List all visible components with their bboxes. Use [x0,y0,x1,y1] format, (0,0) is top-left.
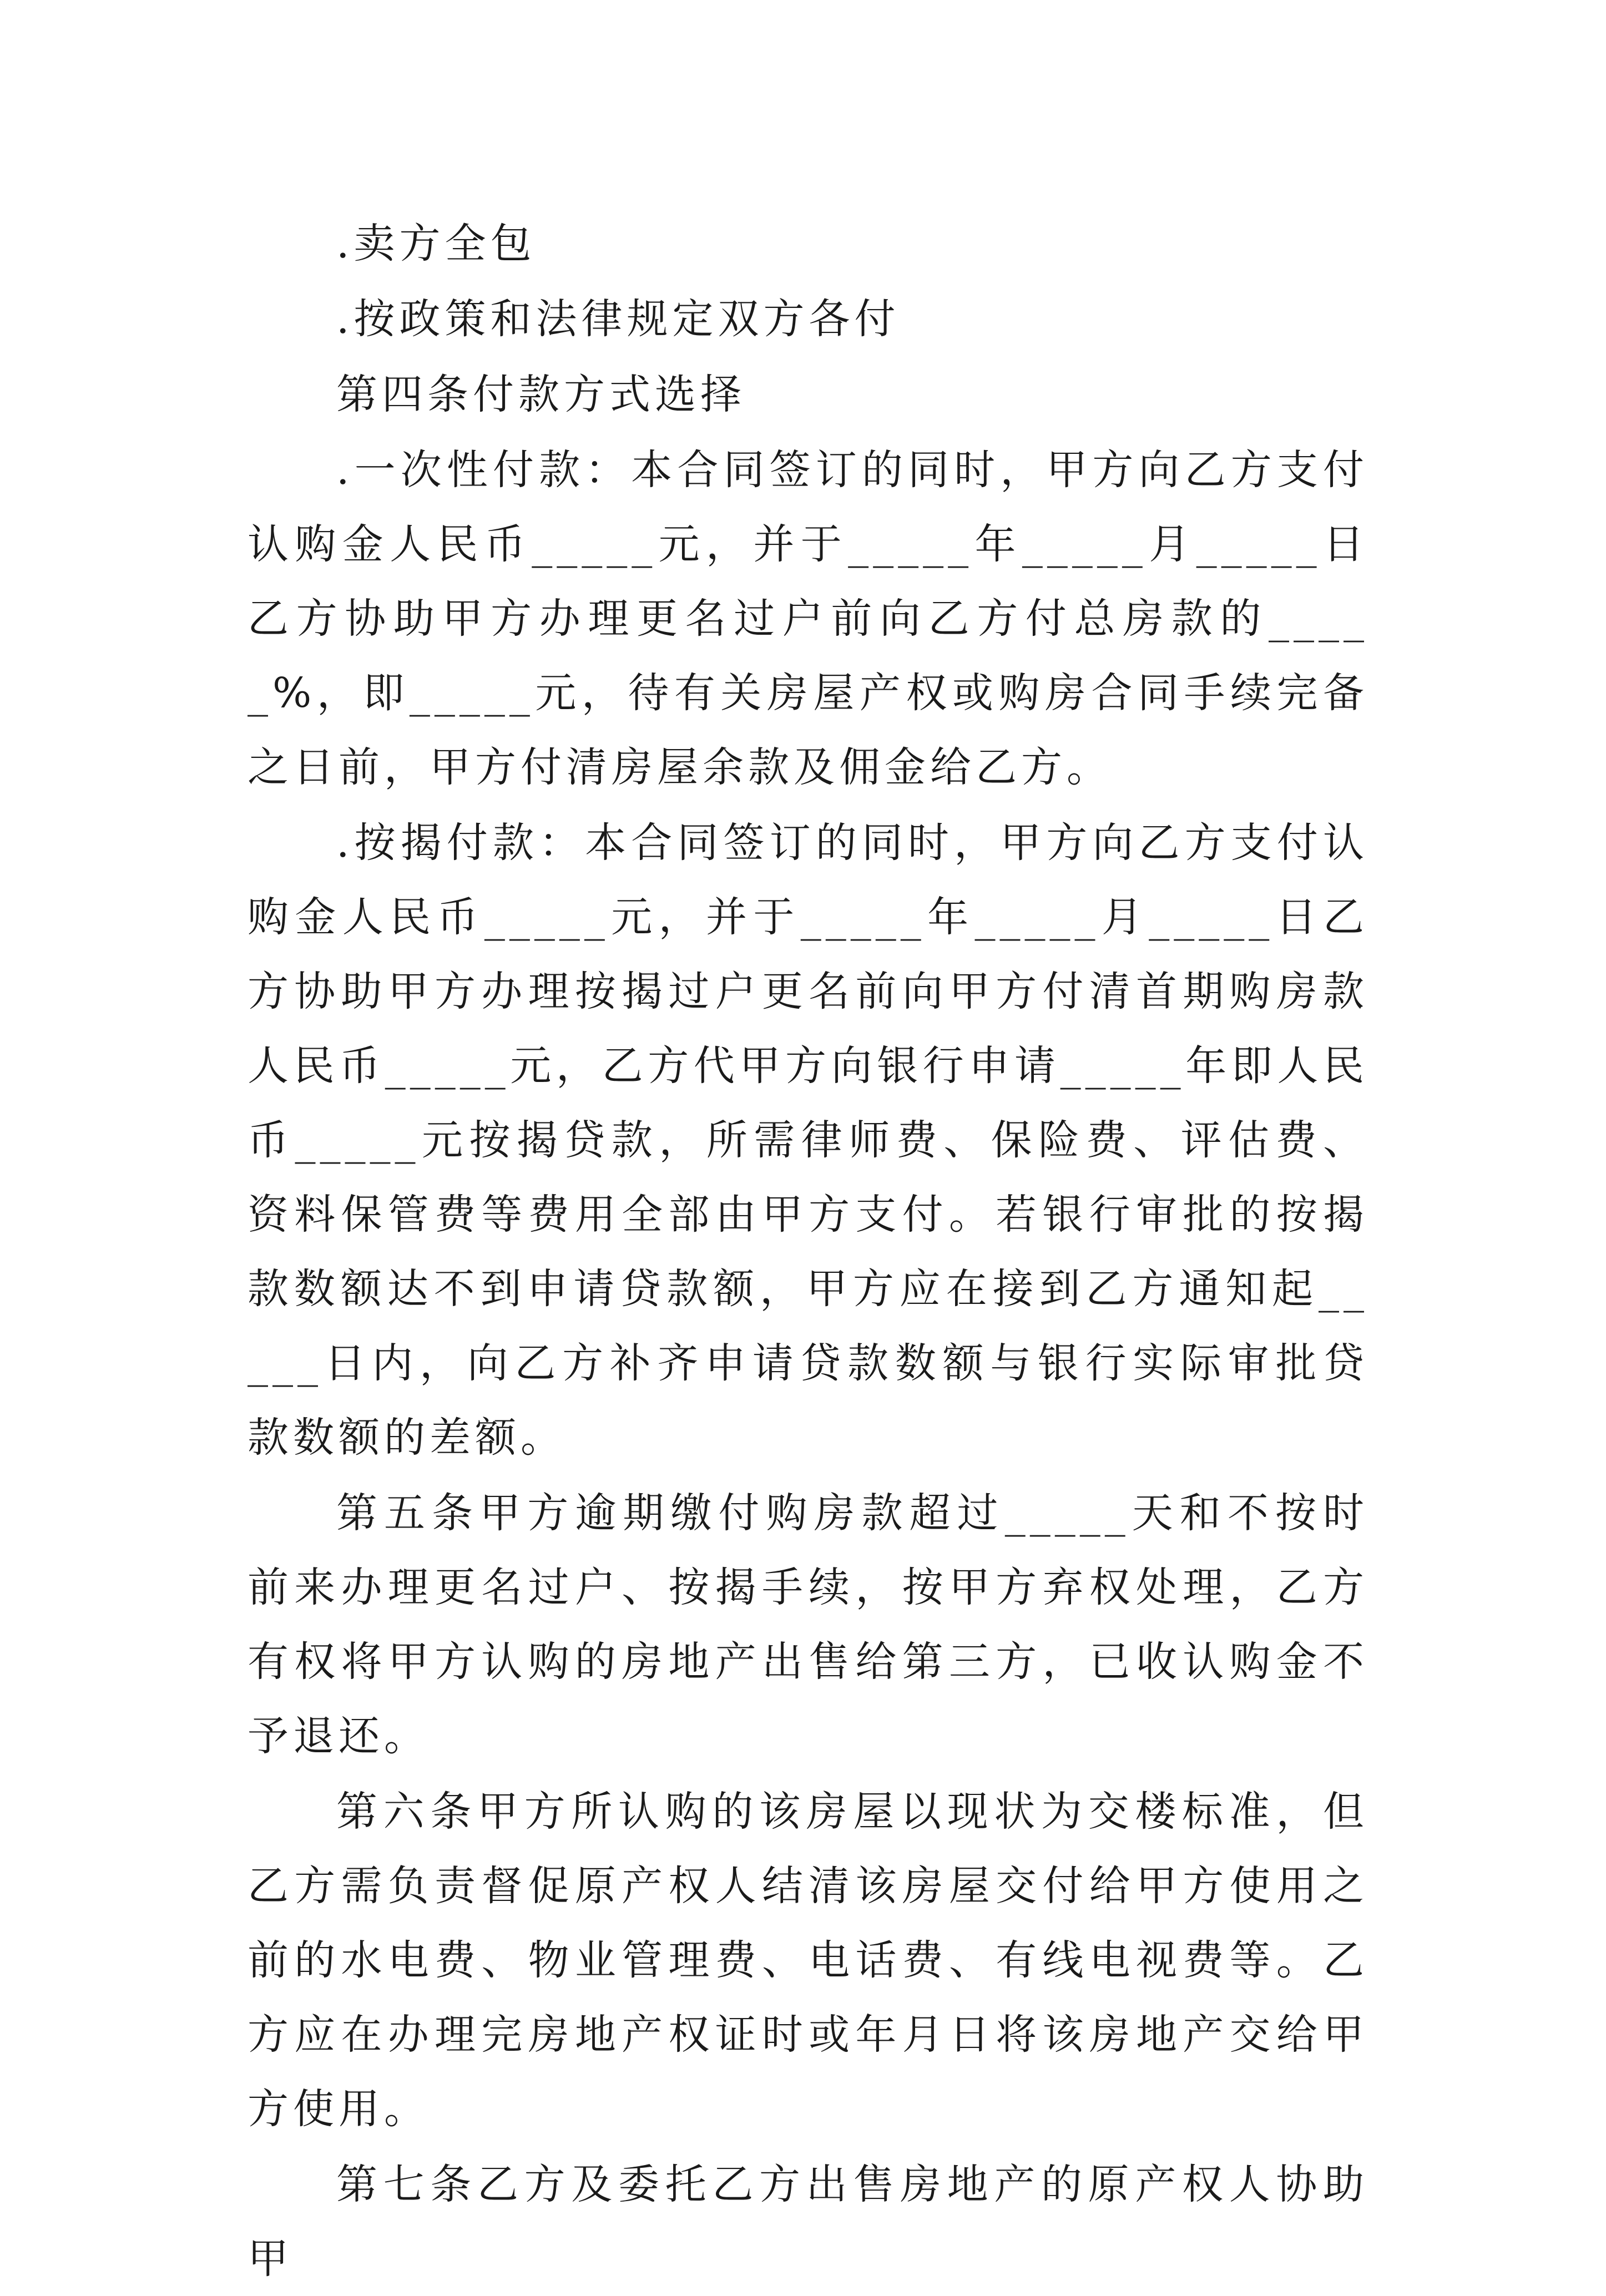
paragraph-mortgage-payment: .按揭付款：本合同签订的同时，甲方向乙方支付认购金人民币_____元，并于_____年_____月_____日乙方协助甲方办理按揭过户更名前向甲方付清首期购房款人民币_____元，乙方代甲方向银行申请_____年即人民币_____元按揭贷款，所需律师费、保险费、评估费、资料保管费等费用全部由甲方支付。若银行审批的按揭款数额达不到申请贷款额，甲方应在接到乙方通知起_____日内，向乙方补齐申请贷款数额与银行实际审批贷款数额的差额。 [248,819,1368,1461]
paragraph-article-7: 第七条乙方及委托乙方出售房地产的原产权人协助甲 [248,2161,1368,2283]
paragraph-article-6: 第六条甲方所认购的该房屋以现状为交楼标准，但乙方需负责督促原产权人结清该房屋交付给甲方使用之前的水电费、物业管理费、电话费、有线电视费等。乙方应在办理完房地产权证时或年月日将该房地产交给甲方使用。 [248,1788,1368,2133]
document-body [248,206,1368,2296]
paragraph-seller-pays-all: .卖方全包 [336,220,536,267]
paragraph-lump-sum-payment: .一次性付款：本合同签订的同时，甲方向乙方支付认购金人民币_____元，并于_____年_____月_____日乙方协助甲方办理更名过户前向乙方付总房款的_____%，即_____元，待有关房屋产权或购房合同手续完备之日前，甲方付清房屋余款及佣金给乙方。 [248,446,1368,791]
paragraph-both-parties-pay: .按政策和法律规定双方各付 [336,295,900,343]
paragraph-article-4-heading: 第四条付款方式选择 [336,371,746,418]
paragraph-article-5: 第五条甲方逾期缴付购房款超过_____天和不按时前来办理更名过户、按揭手续，按甲方弃权处理，乙方有权将甲方认购的房地产出售给第三方，已收认购金不予退还。 [248,1489,1368,1760]
